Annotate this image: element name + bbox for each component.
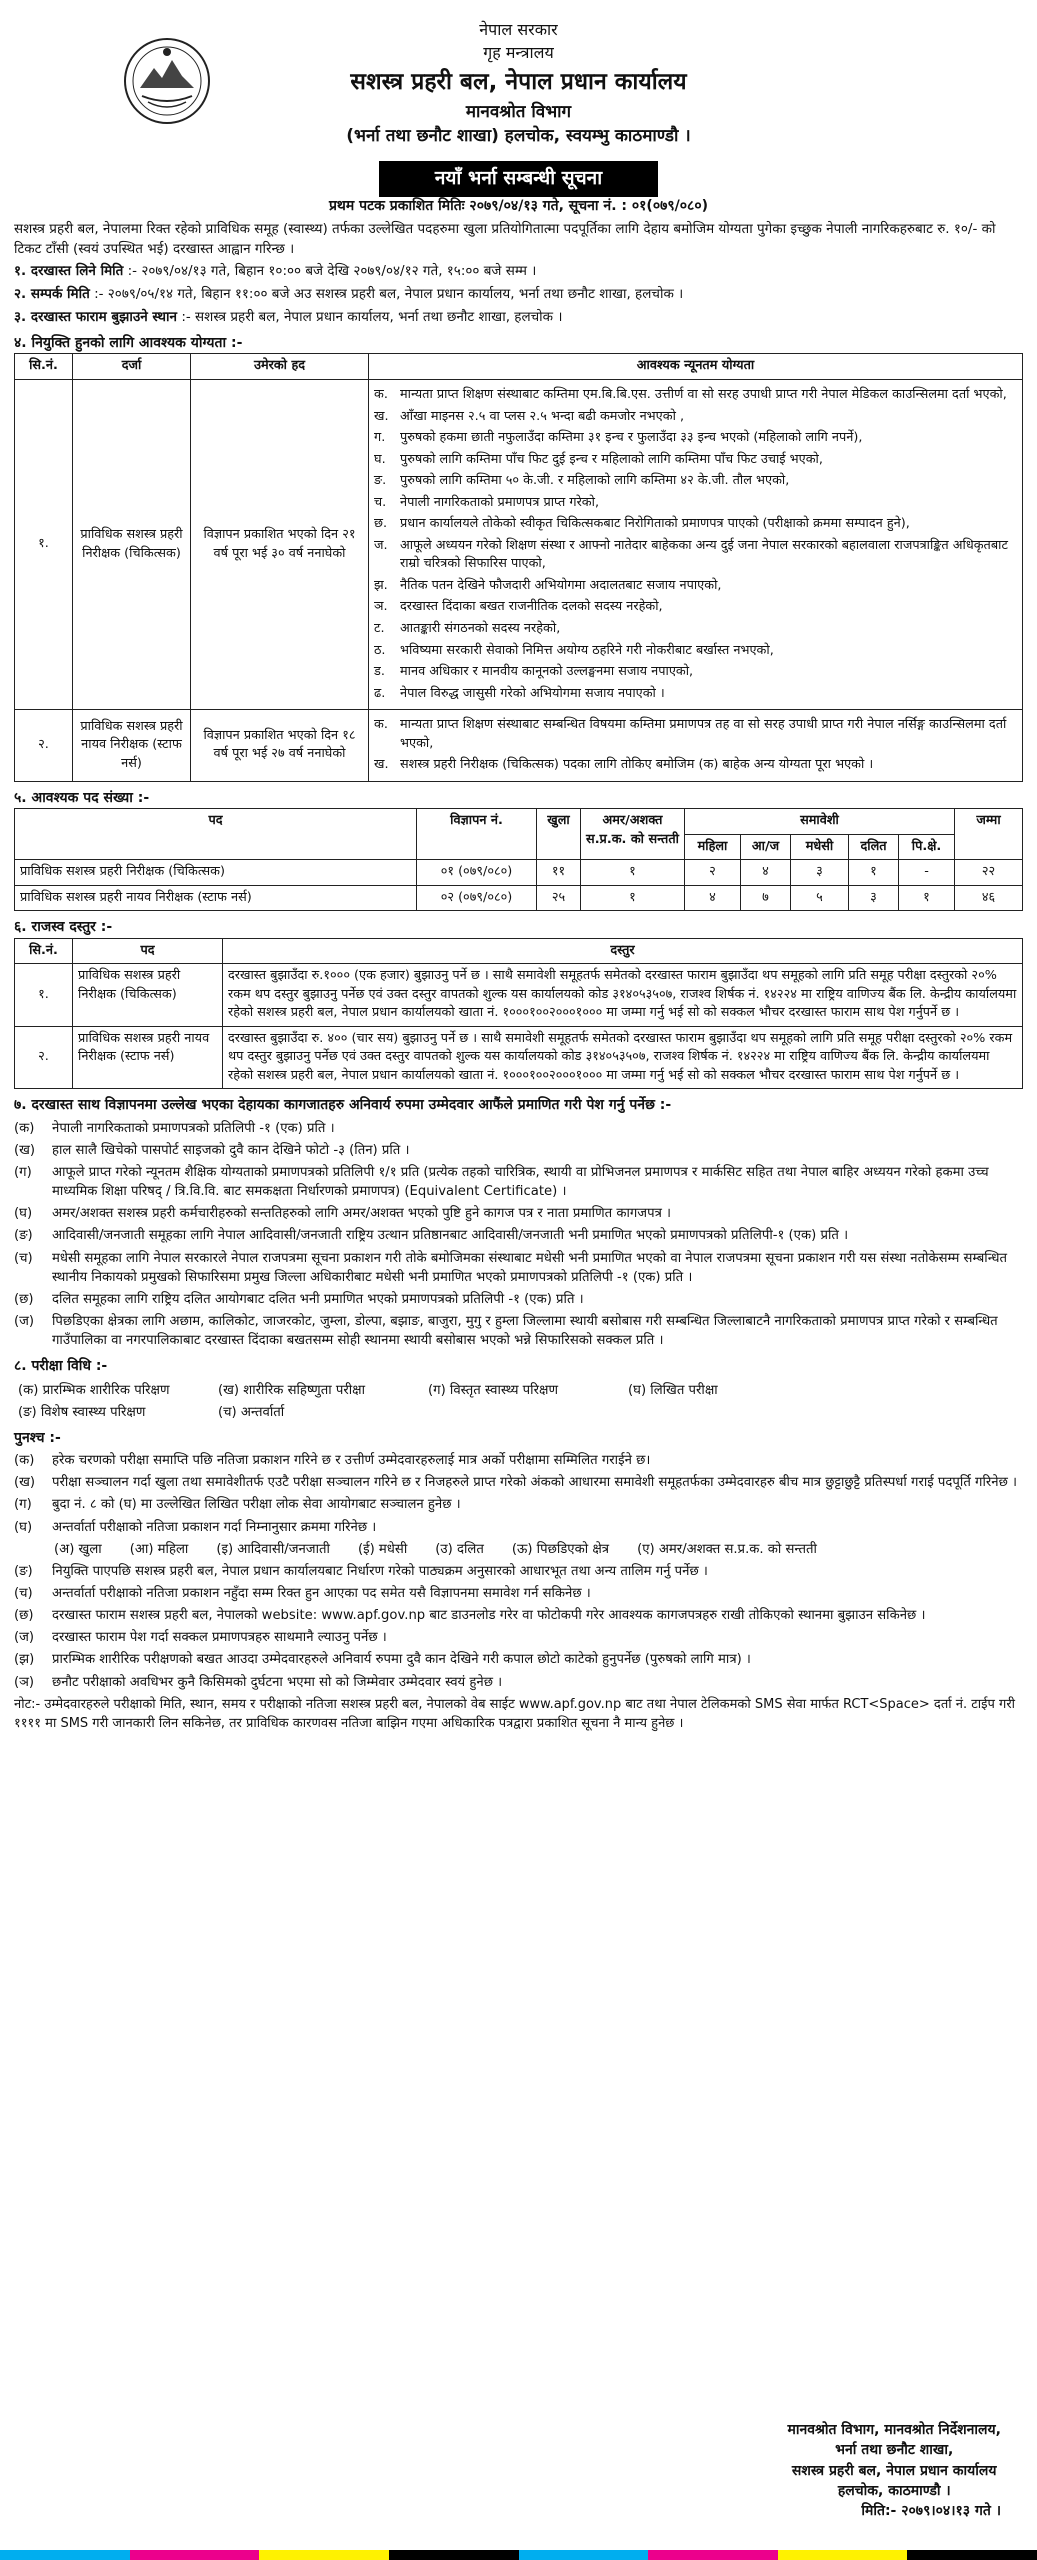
col-women: महिला [685, 834, 741, 860]
list-item [374, 716, 1017, 753]
exam-method-list [18, 1381, 1023, 1422]
fee-table [14, 938, 1023, 1090]
item-text: :- २०७९/०४/१३ गते, बिहान १०:०० बजे देखि २०७९/०४/१२ गते, १५:०० बजे सम्म । [127, 263, 537, 280]
list-item [374, 472, 1017, 491]
item-key: क. [374, 386, 388, 402]
row-adv: ०१ (०७९/०८०) [417, 860, 537, 886]
item-text: आफूले अध्ययन गरेको शिक्षण संस्था र आफ्नो नातेदार बाहेकका अन्य दुई जना नेपाल सरकारको बहालवाला राजपत्राङ्कित अधिकृतबाट राम्रो चरित्रको सिफारिस पाएको, [400, 537, 1008, 572]
item-key: ङ. [374, 473, 387, 489]
col-backward: पि.क्षे. [899, 834, 955, 860]
item-text: :- २०७९/०५/१४ गते, बिहान ११:०० बजे अउ सशस्त्र प्रहरी बल, नेपाल प्रधान कार्यालय, भर्ना तथा छनौट शाखा, हलचोक । [94, 285, 684, 302]
item-text: अमर/अशक्त सशस्त्र प्रहरी कर्मचारीहरुको सन्ततिहरुको लागि अमर/अशक्त भएको पुष्टि हुने कागज पत्र र नाता प्रमाणित कागजपत्र । [52, 1206, 672, 1222]
item-key: (घ) [14, 1519, 33, 1535]
qualification-table [14, 353, 1023, 781]
item-text: अन्तर्वार्ता परीक्षाको नतिजा प्रकाशन नहुँदा सम्म रिक्त हुन आएका पद समेत यसै विज्ञापनमा समावेश गर्न सकिनेछ । [52, 1585, 591, 1601]
col-janajati: आ/ज [741, 834, 791, 860]
list-item [14, 1584, 1023, 1603]
list-item [374, 577, 1017, 596]
category-item: (ई) मधेसी [357, 1541, 408, 1557]
signature-line: सशस्त्र प्रहरी बल, नेपाल प्रधान कार्यालय [791, 2462, 997, 2479]
category-item: (इ) आदिवासी/जनजाती [216, 1541, 330, 1557]
table-row [15, 710, 1023, 782]
nepal-emblem-icon [122, 36, 212, 126]
item-text: प्रधान कार्यालयले तोकेको स्वीकृत चिकित्सकबाट निरोगिताको प्रमाणपत्र पाएको (परीक्षाको क्रममा सम्पादन हुने), [400, 516, 910, 532]
list-item [14, 1290, 1023, 1309]
item-key: (ज) [14, 1313, 35, 1329]
item-text: नेपाली नागरिकताको प्रमाणपत्र प्राप्त गरेको, [400, 494, 600, 510]
list-item [14, 1312, 1023, 1350]
item-label: २. सम्पर्क मिति [14, 285, 90, 302]
postscript-list-continued [14, 1562, 1023, 1692]
item-text: आँखा माइनस २.५ वा प्लस २.५ भन्दा बढी कमजोर नभएको , [400, 408, 685, 424]
list-item [14, 1495, 1023, 1514]
item-apply-date [14, 262, 1023, 282]
item-key: ट. [374, 620, 385, 636]
table-row [15, 379, 1023, 709]
signature-block [787, 2420, 1001, 2521]
item-text: पुरुषको लागि कम्तिमा ५० के.जी. र महिलाको लागि कम्तिमा ४२ के.जी. तौल भएको, [400, 473, 790, 489]
item-text: मान्यता प्राप्त शिक्षण संस्थाबाट कम्तिमा एम.बि.बि.एस. उत्तीर्ण वा सो सरह उपाधी प्राप्त गरी नेपाल मेडिकल काउन्सिलमा दर्ता भएको, [400, 386, 1007, 402]
table-header-row [15, 354, 1023, 380]
item-key: (ख) [14, 1475, 36, 1491]
item-text: प्रारम्भिक शारीरिक परीक्षणको बखत आउदा उम्मेदवारहरुले अनिवार्य रुपमा दुवै कान देखिने गरी कपाल छोटो काटेको हुनुपर्नेछ (पुरुषको लागि मात्र) । [52, 1652, 751, 1668]
item-text: अन्तर्वार्ता परीक्षाको नतिजा प्रकाशन गर्दा निम्नानुसार क्रममा गरिनेछ । [52, 1519, 377, 1535]
list-item [374, 642, 1017, 661]
list-item [14, 1204, 1023, 1223]
row-post: प्राविधिक सशस्त्र प्रहरी निरीक्षक (चिकित्सक) [73, 379, 191, 709]
item-text: परीक्षा सञ्चालन गर्दा खुला तथा समावेशीतर्फ एउटै परीक्षा सञ्चालन गरिने छ र निजहरुले प्राप्त गरेको अंकको आधारमा समावेशी समूहतर्फका उम्मेदवारहरु बीच मात्र छुट्टाछुट्टै प्रतिस्पर्धा गराई पदपूर्ति गरिनेछ । [52, 1475, 1018, 1491]
ministry-line: गृह मन्त्रालय [483, 43, 554, 63]
item-key: च. [374, 494, 387, 510]
item-key: ढ. [374, 685, 386, 701]
item-key: ख. [374, 408, 389, 424]
row-open: २५ [537, 885, 581, 911]
list-item: (ख) शारीरिक सहिष्णुता परीक्षा [218, 1382, 365, 1398]
govt-line: नेपाल सरकार [479, 20, 558, 39]
list-item [14, 1673, 1023, 1692]
item-key: झ. [374, 577, 388, 593]
item-submit-place [14, 308, 1023, 328]
row-quals [369, 710, 1023, 782]
item-key: (ग) [14, 1164, 32, 1180]
row-dalit: ३ [849, 885, 899, 911]
item-text: आफूले प्राप्त गरेको न्यूनतम शैक्षिक योग्यताको प्रमाणपत्रको प्रतिलिपी १/१ प्रति (प्रत्येक तहको चारित्रिक, स्थायी वा प्रोभिजनल प्रमाणपत्र र मार्कसिट सहित तथा नेपाल बाहिर अध्ययन गरेको हकमा उच्च माध्यमिक शिक्षा परिषद् / त्रि.वि.वि. बाट समकक्षता निर्धारणको प्रमाणपत्र) (Equivalent Certificate) । [52, 1164, 989, 1200]
row-disabled: १ [581, 885, 685, 911]
row-total: २२ [955, 860, 1023, 886]
row-sn: २. [15, 710, 73, 782]
col-open: खुला [537, 809, 581, 860]
item-text: :- सशस्त्र प्रहरी बल, नेपाल प्रधान कार्यालय, भर्ना तथा छनौट शाखा, हलचोक । [181, 308, 563, 325]
col-qualification: आवश्यक न्यूनतम योग्यता [369, 354, 1023, 380]
col-sn: सि.नं. [15, 938, 73, 964]
category-item: (ऊ) पिछडिएको क्षेत्र [511, 1541, 610, 1557]
section8-title: ८. परीक्षा विधि :- [14, 1358, 108, 1375]
row-sn: १. [15, 964, 73, 1027]
col-post: पद [73, 938, 223, 964]
org-title: सशस्त्र प्रहरी बल, नेपाल प्रधान कार्यालय [350, 69, 687, 96]
col-post: दर्जा [73, 354, 191, 380]
row-open: ११ [537, 860, 581, 886]
row-madhesi: ३ [791, 860, 849, 886]
row-fee: दरखास्त बुझाउँदा रु.१००० (एक हजार) बुझाउनु पर्ने छ । साथै समावेशी समूहतर्फ समेतको दरखास्त फाराम बुझाउँदा थप समूहको लागि प्रति समूह परीक्षा दस्तुरको २०% रकम थप दस्तुर बुझाउनु पर्नेछ एवं उक्त दस्तुर वापतको शुल्क यस कार्यालयको कोड ३१४०५३५०७, राजश्व शिर्षक नं. १४२२४ मा राष्ट्रिय वाणिज्य बैंक लि. केन्द्रीय कार्यालयमा रहेको सशस्त्र प्रहरी बल, नेपाल प्रधान कार्यालयको खाता नं. १०००१००२०००१००० मा जम्मा गर्नु भई सो को सक्कल भौचर दरखास्त फाराम साथ पेश गर्नुपर्ने छ । [223, 964, 1023, 1027]
row-post: प्राविधिक सशस्त्र प्रहरी निरीक्षक (चिकित्सक) [15, 860, 417, 886]
postscript-list [14, 1451, 1023, 1537]
list-item [374, 598, 1017, 617]
item-text: दरखास्त फाराम पेश गर्दा सक्कल प्रमाणपत्रहरु साथमानै ल्याउनु पर्नेछ । [52, 1630, 387, 1646]
row-age: विज्ञापन प्रकाशित भएको दिन १८ वर्ष पूरा भई २७ वर्ष ननाघेको [191, 710, 369, 782]
col-post: पद [15, 809, 417, 860]
col-dalit: दलित [849, 834, 899, 860]
item-key: क. [374, 717, 388, 733]
category-item: (आ) महिला [129, 1541, 189, 1557]
row-age: विज्ञापन प्रकाशित भएको दिन २१ वर्ष पूरा भई ३० वर्ष ननाघेको [191, 379, 369, 709]
section6-title: ६. राजस्व दस्तुर :- [14, 919, 113, 936]
item-key: ञ. [374, 599, 388, 615]
category-order-list [54, 1540, 1023, 1559]
item-text: नेपाली नागरिकताको प्रमाणपत्रको प्रतिलिपी -१ (एक) प्रति । [52, 1120, 335, 1136]
col-adv: विज्ञापन नं. [417, 809, 537, 860]
item-text: हाल सालै खिचेको पासपोर्ट साइजको दुवै कान देखिने फोटो -३ (तिन) प्रति । [52, 1142, 410, 1158]
item-key: (क) [14, 1453, 35, 1469]
signature-date: मिति:- २०७९।०४।१३ गते । [861, 2503, 1001, 2520]
signature-line: भर्ना तथा छनौट शाखा, [835, 2442, 954, 2459]
row-sn: १. [15, 379, 73, 709]
list-item [374, 386, 1017, 405]
list-item [374, 537, 1017, 574]
list-item [374, 494, 1017, 513]
print-color-bar [0, 2550, 1037, 2560]
col-inclusive: समावेशी [685, 809, 955, 835]
item-key: ज. [374, 537, 388, 553]
row-janajati: ४ [741, 860, 791, 886]
item-key: (ज) [14, 1630, 35, 1646]
item-text: भविष्यमा सरकारी सेवाको निमित्त अयोग्य ठहरिने गरी नोकरीबाट बर्खास्त नभएको, [400, 642, 774, 658]
footnote: नोट:- उम्मेदवारहरुले परीक्षाको मिति, स्थान, समय र परीक्षाको नतिजा सशस्त्र प्रहरी बल, नेपालको वेब साईट www.apf.gov.np बाट तथा नेपाल टेलिकमको SMS सेवा मार्फत RCT<Space> दर्ता नं. टाईप गरी ११११ मा SMS गरी जानकारी लिन सकिनेछ, तर प्राविधिक कारणवस नतिजा बाझिन गएमा अधिकारिक पत्रद्वारा प्रकाशित सूचना नै मान्य हुनेछ । [14, 1696, 1016, 1731]
dept-line: मानवश्रोत विभाग [465, 101, 572, 122]
item-text: मानव अधिकार र मानवीय कानूनको उल्लङ्घनमा सजाय नपाएको, [400, 664, 694, 680]
row-fee: दरखास्त बुझाउँदा रु. ४०० (चार सय) बुझाउनु पर्ने छ । साथै समावेशी समूहतर्फ समेतको दरखास्त फाराम बुझाउँदा थप समूहको लागि प्रति समूह परीक्षा दस्तुरको २०% रकम थप दस्तुर बुझाउनु पर्नेछ एवं उक्त दस्तुर वापतको शुल्क यस कार्यालयको कोड ३१४०५३५०७, राजश्व शिर्षक नं. १४२२४ मा राष्ट्रिय वाणिज्य बैंक लि. केन्द्रीय कार्यालयमा रहेको सशस्त्र प्रहरी बल, नेपाल प्रधान कार्यालयको खाता नं. १०००१००२०००१००० मा जम्मा गर्नु भई सो को सक्कल भौचर दरखास्त फाराम साथ पेश गर्नुपर्ने छ । [223, 1026, 1023, 1089]
table-header-row [15, 938, 1023, 964]
list-item: (घ) लिखित परीक्षा [628, 1382, 718, 1398]
list-item [14, 1451, 1023, 1470]
item-contact-date [14, 285, 1023, 305]
list-item [14, 1226, 1023, 1245]
list-item [374, 663, 1017, 682]
item-key: घ. [374, 451, 386, 467]
list-item [14, 1562, 1023, 1581]
item-label: १. दरखास्त लिने मिति [14, 263, 124, 280]
list-item [374, 685, 1017, 704]
row-adv: ०२ (०७९/०८०) [417, 885, 537, 911]
category-item: (अ) खुला [54, 1541, 102, 1557]
item-key: (झ) [14, 1652, 35, 1668]
category-item: (ए) अमर/अशक्त स.प्र.क. को सन्तती [637, 1541, 817, 1557]
item-text: नेपाल विरुद्ध जासुसी गरेको अभियोगमा सजाय नपाएको । [400, 685, 665, 701]
list-item [374, 408, 1017, 427]
col-age: उमेरको हद [191, 354, 369, 380]
item-text: पिछडिएका क्षेत्रका लागि अछाम, कालिकोट, जाजरकोट, जुम्ला, डोल्पा, बझाङ, बाजुरा, मुगु र हुम्ला जिल्लामा स्थायी बसोबास गरी सम्बन्धित जिल्लाबाटनै नागरिकताको प्रमाणपत्र प्राप्त गरेको र सम्बन्धित गाउँपालिका वा नगरपालिकाबाट दरखास्त दिंदाका बखतसम्म सोही स्थानमा स्थायी बसोबास भएको भन्ने सिफारिसको सक्कल प्रति । [52, 1313, 998, 1349]
item-text: पुरुषको लागि कम्तिमा पाँच फिट दुई इन्च र महिलाको लागि कम्तिमा पाँच फिट उचाई भएको, [400, 451, 823, 467]
item-key: ग. [374, 430, 386, 446]
row-madhesi: ५ [791, 885, 849, 911]
list-item: (ङ) विशेष स्वास्थ्य परिक्षण [18, 1404, 146, 1420]
list-item [14, 1650, 1023, 1669]
item-text: दरखास्त दिंदाका बखत राजनीतिक दलको सदस्य नरहेको, [400, 599, 663, 615]
row-janajati: ७ [741, 885, 791, 911]
row-dalit: १ [849, 860, 899, 886]
row-women: २ [685, 860, 741, 886]
item-key: (ङ) [14, 1563, 33, 1579]
item-key: छ. [374, 516, 388, 532]
list-item: (च) अन्तर्वार्ता [218, 1404, 285, 1420]
section7-title: ७. दरखास्त साथ विज्ञापनमा उल्लेख भएका देहायका कागजातहरु अनिवार्य रुपमा उम्मेदवार आफैंले प्रमाणित गरी पेश गर्नु पर्नेछ :- [14, 1097, 672, 1114]
section5-title: ५. आवश्यक पद संख्या :- [14, 789, 150, 806]
list-item [14, 1628, 1023, 1647]
row-total: ४६ [955, 885, 1023, 911]
item-text: नैतिक पतन देखिने फौजदारी अभियोगमा अदालतबाट सजाय नपाएको, [400, 577, 722, 593]
item-text: छनौट परीक्षाको अवधिभर कुनै किसिमको दुर्घटना भएमा सो को जिम्मेवार उम्मेदवार स्वयं हुनेछ । [52, 1674, 503, 1690]
item-key: (छ) [14, 1608, 34, 1624]
item-text: मान्यता प्राप्त शिक्षण संस्थाबाट सम्बन्धित विषयमा कम्तिमा प्रमाणपत्र तह वा सो सरह उपाधी प्राप्त गरी नेपाल नर्सिङ्ग काउन्सिलमा दर्ता भएको, [400, 717, 1007, 751]
item-text: हरेक चरणको परीक्षा समाप्ति पछि नतिजा प्रकाशन गरिने छ र उत्तीर्ण उम्मेदवारहरुलाई मात्र अर्को परीक्षामा सम्मिलित गराईने छ। [52, 1453, 651, 1469]
documents-list [14, 1119, 1023, 1351]
item-key: (ङ) [14, 1228, 33, 1244]
item-key: ड. [374, 664, 385, 680]
row-sn: २. [15, 1026, 73, 1089]
list-item [14, 1163, 1023, 1201]
header [14, 18, 1023, 188]
list-item [374, 515, 1017, 534]
list-item [14, 1249, 1023, 1287]
table-row [15, 860, 1023, 886]
list-item: (क) प्रारम्भिक शारीरिक परिक्षण [18, 1382, 170, 1398]
item-key: ठ. [374, 642, 386, 658]
col-total: जम्मा [955, 809, 1023, 860]
row-backward: - [899, 860, 955, 886]
item-text: नियुक्ति पाएपछि सशस्त्र प्रहरी बल, नेपाल प्रधान कार्यालयबाट निर्धारण गरेको पाठ्यक्रम अनुसारको आधारभूत तथा अन्य तालिम गर्नु पर्नेछ । [52, 1563, 708, 1579]
row-post: प्राविधिक सशस्त्र प्रहरी नायव निरीक्षक (स्टाफ नर्स) [15, 885, 417, 911]
col-fee: दस्तुर [223, 938, 1023, 964]
row-backward: १ [899, 885, 955, 911]
notice-title: नयाँ भर्ना सम्बन्धी सूचना [379, 161, 658, 197]
section4-title: ४. नियुक्ति हुनको लागि आवश्यक योग्यता :- [14, 335, 243, 352]
item-text: आदिवासी/जनजाती समूहका लागि नेपाल आदिवासी/जनजाती राष्ट्रिय उत्थान प्रतिष्ठानबाट आदिवासी/जनजाती भनी प्रमाणित भएको प्रमाणपत्रको प्रतिलिपी-१ (एक) प्रति । [52, 1228, 849, 1244]
signature-line: मानवश्रोत विभाग, मानवश्रोत निर्देशनालय, [787, 2422, 1001, 2438]
item-label: ३. दरखास्त फाराम बुझाउने स्थान [14, 308, 178, 325]
row-post: प्राविधिक सशस्त्र प्रहरी नायव निरीक्षक (स्टाफ नर्स) [73, 1026, 223, 1089]
row-post: प्राविधिक सशस्त्र प्रहरी निरीक्षक (चिकित्सक) [73, 964, 223, 1027]
publish-line: प्रथम पटक प्रकाशित मितिः २०७९/०४/१३ गते, सूचना नं. : ०१(०७९/०८०) [328, 198, 709, 214]
item-key: ख. [374, 757, 389, 773]
list-item [374, 620, 1017, 639]
item-text: दलित समूहका लागि राष्ट्रिय दलित आयोगबाट दलित भनी प्रमाणित भएको प्रमाणपत्रको प्रतिलिपी -१ (एक) प्रति । [52, 1291, 584, 1307]
list-item [14, 1518, 1023, 1537]
item-text: पुरुषको हकमा छाती नफुलाउँदा कम्तिमा ३१ इन्च र फुलाउँदा ३३ इन्च भएको (महिलाको लागि नपर्ने), [400, 430, 863, 446]
list-item [14, 1141, 1023, 1160]
row-women: ४ [685, 885, 741, 911]
row-quals [369, 379, 1023, 709]
section9-title: पुनश्च :- [14, 1429, 61, 1446]
table-row [15, 1026, 1023, 1089]
item-text: बुदा नं. ८ को (घ) मा उल्लेखित लिखित परीक्षा लोक सेवा आयोगबाट सञ्चालन हुनेछ । [52, 1497, 461, 1513]
list-item [374, 756, 1017, 775]
list-item [374, 429, 1017, 448]
list-item [374, 451, 1017, 470]
item-text: सशस्त्र प्रहरी निरीक्षक (चिकित्सक) पदका लागि तोकिए बमोजिम (क) बाहेक अन्य योग्यता पूरा भएको । [400, 757, 874, 773]
vacancy-table [14, 808, 1023, 911]
branch-line: (भर्ना तथा छनौट शाखा) हलचोक, स्वयम्भु काठमाण्डौ । [346, 126, 691, 147]
item-key: (ख) [14, 1142, 36, 1158]
item-text: दरखास्त फाराम सशस्त्र प्रहरी बल, नेपालको website: www.apf.gov.np बाट डाउनलोड गरेर वा फोटोकपी गरेर आवश्यक कागजपत्रहरु राखी तोकिएको स्थानमा बुझाउन सकिनेछ । [52, 1608, 926, 1624]
item-key: (ग) [14, 1497, 32, 1513]
item-key: (च) [14, 1585, 33, 1601]
row-disabled: १ [581, 860, 685, 886]
row-post: प्राविधिक सशस्त्र प्रहरी नायव निरीक्षक (स्टाफ नर्स) [73, 710, 191, 782]
item-text: आतङ्कारी संगठनको सदस्य नरहेको, [400, 620, 561, 636]
list-item: (ग) विस्तृत स्वास्थ्य परिक्षण [428, 1382, 558, 1398]
col-madhesi: मधेसी [791, 834, 849, 860]
table-row [15, 964, 1023, 1027]
category-item: (उ) दलित [435, 1541, 484, 1557]
item-key: (च) [14, 1250, 33, 1266]
table-row [15, 885, 1023, 911]
col-sn: सि.नं. [15, 354, 73, 380]
item-key: (घ) [14, 1206, 33, 1222]
table-header-row [15, 809, 1023, 835]
list-item [14, 1119, 1023, 1138]
intro-paragraph: सशस्त्र प्रहरी बल, नेपालमा रिक्त रहेको प्राविधिक समूह (स्वास्थ्य) तर्फका उल्लेखित पदहरुमा खुला प्रतियोगितात्मा पदपूर्तिका लागि देहाय बमोजिम योग्यता पुगेका इच्छुक नेपाली नागरिकहरुबाट रु. १०/- को टिकट टाँसी (स्वयं उपस्थित भई) दरखास्त आह्वान गरिन्छ । [14, 221, 996, 257]
item-text: मधेसी समूहका लागि नेपाल सरकारले नेपाल राजपत्रमा सूचना प्रकाशन गरी तोके बमोजिमका संस्थाबाट मधेसी भनी प्रमाणित भएको वा नेपाल राजपत्रमा सूचना प्रकाशन गरी यस संस्था नतोकेसम्म सम्बन्धित स्थानीय निकायको प्रमुखको सिफारिसमा प्रमुख जिल्ला अधिकारीबाट मधेसी भनी प्रमाणित भएको प्रमाणपत्रको प्रतिलिपी -१ (एक) प्रति । [52, 1250, 1007, 1285]
signature-line: हलचोक, काठमाण्डौ । [837, 2482, 951, 2499]
item-key: (क) [14, 1120, 35, 1136]
list-item [14, 1473, 1023, 1492]
item-key: (छ) [14, 1291, 34, 1307]
list-item [14, 1606, 1023, 1625]
item-key: (ञ) [14, 1674, 35, 1690]
col-disabled: अमर/अशक्त स.प्र.क. को सन्तती [581, 809, 685, 860]
